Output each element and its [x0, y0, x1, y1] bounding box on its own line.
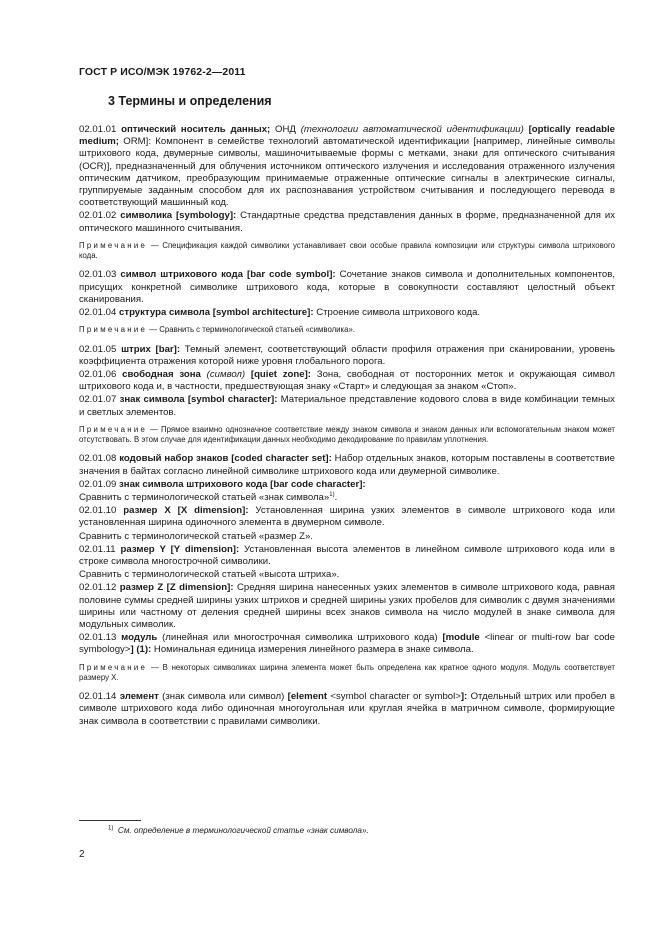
term-entry-020106: [79, 369, 615, 393]
note-architecture: [79, 325, 615, 335]
entry-number: 02.01.03: [79, 269, 117, 281]
term-english-qualifier: <symbol character or symbol>: [327, 691, 461, 703]
note-symbology: [79, 241, 615, 262]
cross-reference-text: Сравнить с терминологической статьей «знак символа»: [79, 491, 330, 503]
term-name: символика [symbology]:: [120, 210, 237, 222]
cross-reference: Сравнить с терминологической статьей «высота штриха».: [79, 569, 340, 581]
note-label: Примечание: [79, 662, 148, 672]
term-entry-020111: [79, 544, 615, 568]
term-entry-020102: [79, 210, 615, 234]
term-entry-020101: [79, 124, 615, 209]
entry-number: 02.01.05: [79, 343, 117, 355]
note-label: Примечание: [79, 424, 148, 434]
entry-number: 02.01.14: [79, 691, 117, 703]
note-text: — Спецификация каждой символики устанавливает свои особые правила композиции или структуры символа штрихового кода.: [79, 240, 615, 261]
term-definition: Зона, свободная от посторонних меток и окружающая символ штрихового кода и, в частности, предшествующая знаку «Старт» и следующая за знаком «Стоп».: [79, 368, 615, 393]
term-name: оптический носитель данных;: [121, 124, 271, 135]
note-text: — Прямое взаимно однозначное соответствие между знаком символа и знаком данных или вспомогательным знаком может отсутствовать. В этом случае для идентификации данных необходимо декодирование по правилам уплотнения.: [79, 424, 615, 445]
term-definition: Отдельный штрих или пробел в символе штрихового кода либо одиночная многоугольная или круглая ячейка в матричном символе, формирующие знак символа в соответствии с правилами символики.: [79, 691, 615, 727]
note-text: — Сравнить с терминологической статьей «символика».: [147, 325, 355, 335]
cross-reference: [79, 492, 615, 504]
entry-number: 02.01.11: [79, 543, 116, 555]
term-english: [optically readable medium;: [79, 124, 615, 148]
term-name: знак символа штрихового кода [bar code character]:: [119, 478, 366, 490]
entry-number: 02.01.02: [79, 210, 117, 222]
term-english: [module: [442, 632, 480, 644]
note-label: Примечание: [79, 240, 148, 250]
term-definition: Стандартные средства представления данных в форме, предназначенной для их оптического машинного считывания.: [79, 210, 615, 234]
term-english-qualifier: <linear or multi-row bar code symbology>: [79, 632, 615, 656]
term-name: структура символа [symbol architecture]:: [119, 307, 314, 319]
term-definition: Набор отдельных знаков, которым поставлены в соответствие значения в байтах согласно линейной символике штрихового кода или двумерной символике.: [79, 453, 616, 477]
term-name: модуль: [121, 632, 158, 644]
term-definition: Сочетание знаков символа и дополнительных компонентов, присущих конкретной символике штрихового кода, которые в совокупности составляют целостный объект сканирования.: [79, 269, 615, 305]
cross-reference: Сравнить с терминологической статьей «размер Z».: [79, 530, 313, 542]
term-english-end: ] (1):: [130, 644, 152, 656]
term-english-end: ]:: [460, 691, 468, 703]
footnote: [108, 826, 369, 835]
term-english: [element: [287, 691, 328, 703]
term-name: штрих [bar]:: [121, 343, 181, 355]
note-symbol-character: [79, 425, 615, 446]
term-english: [quiet zone]:: [250, 368, 312, 380]
term-name: элемент: [119, 691, 159, 703]
term-entry-020104: [79, 307, 615, 319]
footnote-mark: 1): [108, 825, 114, 832]
term-definition: Средняя ширина нанесенных узких элементов в символе штрихового кода, равная половине суммы средней ширины узких штрихов и средней ширины узких пробелов для символик с двумя значениями ширины или частному от деления средней ширины всех знаков символа на число модулей в знаке символа для модульных символик.: [79, 582, 615, 630]
term-entry-020107: [79, 394, 615, 418]
entry-number: 02.01.08: [79, 453, 117, 465]
term-entry-020112: [79, 582, 615, 631]
term-name: кодовый набор знаков [coded character set]:: [119, 453, 332, 465]
term-name: размер X [X dimension]:: [123, 505, 249, 517]
term-domain: (технологии автоматической идентификации): [300, 124, 524, 135]
terms-body: [79, 124, 615, 729]
note-label: Примечание: [79, 325, 148, 335]
term-name: размер Z [Z dimension]:: [119, 582, 234, 594]
entry-number: 02.01.07: [79, 394, 117, 406]
term-definition: Материальное представление кодового слова в виде комбинации темных и светлых элементов.: [79, 394, 615, 418]
footnote-marker: 1): [329, 491, 335, 498]
term-entry-020110: [79, 505, 615, 529]
entry-number: 02.01.12: [79, 582, 117, 594]
term-name: размер Y [Y dimension]:: [120, 543, 240, 555]
entry-number: 02.01.13: [79, 632, 117, 644]
entry-number: 02.01.09: [79, 478, 117, 490]
term-entry-020103: [79, 269, 615, 306]
term-entry-020108: [79, 453, 615, 477]
term-name: свободная зона: [122, 368, 201, 380]
entry-number: 02.01.10: [79, 505, 117, 517]
term-definition: Установленная ширина узких элементов в символе штрихового кода или установленная ширина одиночного элемента в двумерном символе.: [79, 505, 615, 529]
footnote-text: См. определение в терминологической статье «знак символа».: [117, 826, 369, 835]
term-definition: ORM]: Компонент в семействе технологий автоматической идентификации [например, линейные символы штрихового кода, двумерные символы, машиночитываемые формы с метками, знаки для оптического считывания (OCR)], предназначенный для облучения источником оптического излучения и исследования отраженного излучения оптическим датчиком, преобразующим принимаемые отраженные оптические сигналы в электрические сигналы, группируемые заданным способом для их распознавания устройством считывания и последующего перевода в соответствующий машинный код.: [79, 136, 615, 209]
term-entry-020114: [79, 691, 615, 728]
standard-header: ГОСТ Р ИСО/МЭК 19762-2—2011: [79, 66, 246, 78]
term-entry-020113: [79, 632, 615, 656]
term-name: символ штрихового кода [bar code symbol]:: [120, 269, 336, 281]
entry-number: 02.01.01: [79, 124, 117, 135]
term-definition: Номинальная единица измерения линейного размера в знаке символа.: [151, 644, 474, 656]
note-module: [79, 663, 615, 684]
term-domain: (символ): [200, 368, 251, 380]
cross-reference-end: .: [334, 491, 338, 503]
term-entry-020105: [79, 344, 615, 368]
term-definition: Установленная высота элементов в линейном символе штрихового кода или в строке символа многострочной символики.: [79, 543, 615, 567]
note-text: — В некоторых символиках ширина элемента может быть определена как кратное одного модуля. Модуль соответствует размеру X.: [79, 662, 615, 682]
term-definition: Темный элемент, соответствующий области профиля отражения при сканировании, уровень коэффициента отражения которой ниже уровня глобального порога.: [79, 343, 616, 367]
footnote-divider: [79, 820, 141, 821]
page-number: 2: [79, 849, 85, 860]
term-definition: Строение символа штрихового кода.: [313, 307, 481, 319]
term-name: знак символа [symbol character]:: [119, 394, 278, 406]
entry-number: 02.01.06: [79, 368, 117, 380]
term-qualifier: (линейная или многострочная символика штрихового кода): [157, 632, 443, 644]
term-entry-020109: [79, 479, 615, 491]
term-abbr: ОНД: [270, 124, 301, 135]
section-title: 3 Термины и определения: [108, 94, 272, 108]
entry-number: 02.01.04: [79, 307, 117, 319]
term-qualifier: (знак символа или символ): [158, 691, 288, 703]
